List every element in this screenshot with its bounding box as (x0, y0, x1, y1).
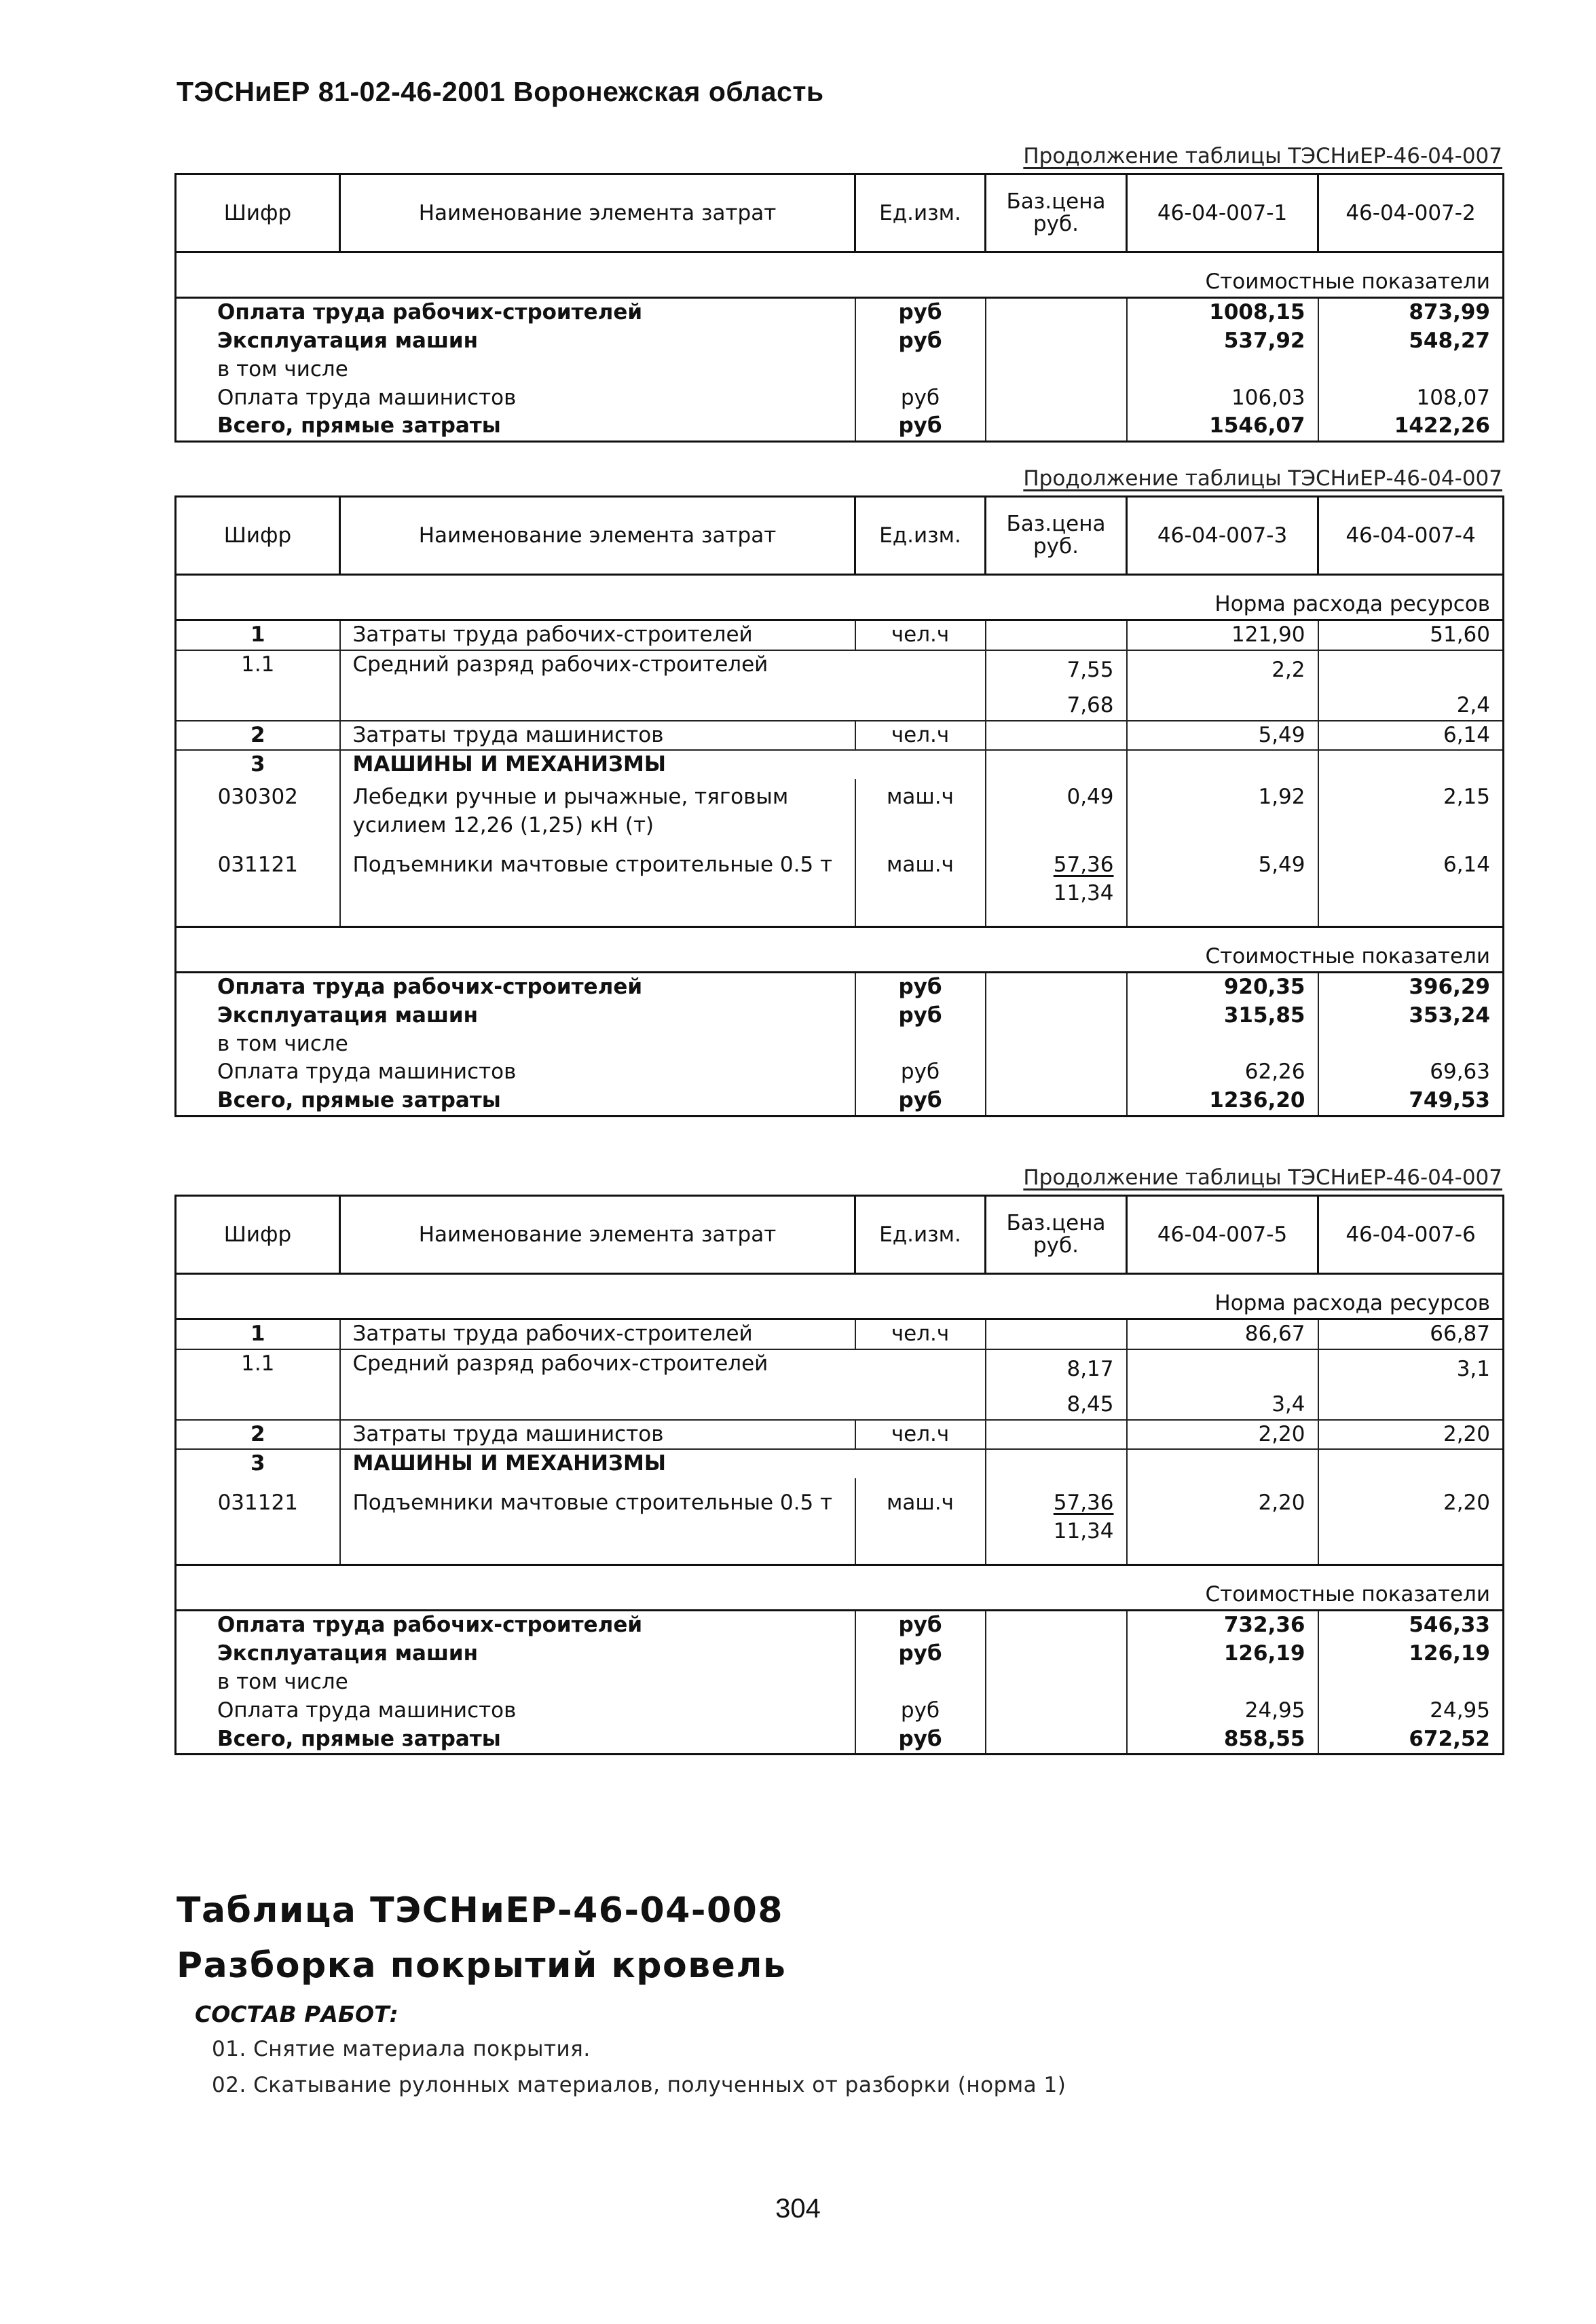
col-price-header: Баз.цена руб. (986, 497, 1127, 575)
value-b: 108,07 (1318, 384, 1504, 413)
value-b: 672,52 (1318, 1725, 1504, 1755)
works-heading: СОСТАВ РАБОТ: (195, 2001, 398, 2027)
row-label: Всего, прямые затраты (176, 412, 855, 441)
value-a: 126,19 (1127, 1640, 1318, 1668)
cost-table-3 (174, 1195, 1504, 1755)
row-code: 030302 (176, 779, 340, 840)
value-b: 2,20 (1318, 1478, 1504, 1565)
row-label: МАШИНЫ И МЕХАНИЗМЫ (340, 1449, 855, 1478)
value-a: 537,92 (1127, 327, 1318, 356)
table-row (176, 1420, 1504, 1450)
col-name-header: Наименование элемента затрат (340, 497, 855, 575)
col-code-header: Шифр (176, 497, 340, 575)
value-b: 3,1 (1318, 1349, 1504, 1420)
row-label: в том числе (176, 1668, 855, 1697)
col-b-header: 46-04-007-6 (1318, 1196, 1504, 1274)
base-price: 8,17 (1066, 1356, 1114, 1381)
table-row (176, 1640, 1504, 1668)
value-b: 66,87 (1318, 1319, 1504, 1349)
value-b: 2,20 (1318, 1420, 1504, 1450)
table-row (176, 620, 1504, 650)
value-a: 1008,15 (1127, 298, 1318, 327)
col-name-header: Наименование элемента затрат (340, 174, 855, 252)
row-code: 1.1 (176, 650, 340, 721)
row-label: Оплата труда рабочих-строителей (176, 972, 855, 1001)
col-unit-header: Ед.изм. (855, 1196, 986, 1274)
cost-table-2 (174, 495, 1504, 1117)
value-a: 732,36 (1127, 1611, 1318, 1640)
value-a: 2,20 (1127, 1420, 1318, 1450)
row-label: Эксплуатация машин (176, 1640, 855, 1668)
row-code: 2 (176, 721, 340, 751)
table-row (176, 412, 1504, 441)
running-title: ТЭСНиЕР 81-02-46-2001 Воронежская область (177, 76, 824, 107)
row-code: 031121 (176, 1478, 340, 1565)
row-label: Затраты труда рабочих-строителей (340, 620, 855, 650)
value-a: 315,85 (1127, 1002, 1318, 1030)
value-b: 51,60 (1318, 620, 1504, 650)
row-unit: руб (855, 1087, 986, 1116)
value-a: 920,35 (1127, 972, 1318, 1001)
row-unit: руб (855, 1002, 986, 1030)
row-unit: чел.ч (855, 1319, 986, 1349)
col-b-header: 46-04-007-2 (1318, 174, 1504, 252)
table-row (176, 650, 1504, 721)
row-label: Всего, прямые затраты (176, 1725, 855, 1755)
base-price: 8,45 (1066, 1391, 1114, 1417)
table-header (176, 497, 1504, 575)
row-label: Всего, прямые затраты (176, 1087, 855, 1116)
row-unit: руб (855, 412, 986, 441)
table-row (176, 1319, 1504, 1349)
row-label: в том числе (176, 356, 855, 384)
col-code-header: Шифр (176, 1196, 340, 1274)
row-unit: руб (855, 1058, 986, 1087)
table-row (176, 1697, 1504, 1725)
section-cost: Стоимостные показатели (176, 1565, 1504, 1611)
table-row (176, 1725, 1504, 1755)
value-b: 2,15 (1318, 779, 1504, 840)
row-label: Затраты труда рабочих-строителей (340, 1319, 855, 1349)
row-code: 1 (176, 620, 340, 650)
value-a: 3,4 (1127, 1349, 1318, 1420)
table-row (176, 1058, 1504, 1087)
continuation-note-3: Продолжение таблицы ТЭСНиЕР-46-04-007 (1023, 1165, 1502, 1190)
row-label: Подъемники мачтовые строительные 0.5 т (340, 840, 855, 927)
row-label: в том числе (176, 1030, 855, 1059)
value-b: 548,27 (1318, 327, 1504, 356)
base-price: 57,36 (1053, 852, 1114, 877)
continuation-note-2: Продолжение таблицы ТЭСНиЕР-46-04-007 (1023, 466, 1502, 491)
continuation-note-1: Продолжение таблицы ТЭСНиЕР-46-04-007 (1023, 144, 1502, 168)
value-b: 6,14 (1318, 721, 1504, 751)
row-label: усилием 12,26 (1,25) кН (т) (352, 813, 654, 838)
row-label: Оплата труда машинистов (176, 1697, 855, 1725)
work-item: 02. Скатывание рулонных материалов, полученных от разборки (норма 1) (212, 2073, 1066, 2097)
col-b-header: 46-04-007-4 (1318, 497, 1504, 575)
row-label: Эксплуатация машин (176, 327, 855, 356)
row-label: Оплата труда машинистов (176, 384, 855, 413)
base-price: 0,49 (986, 779, 1127, 840)
section-cost: Стоимостные показатели (176, 926, 1504, 972)
row-code: 3 (176, 1449, 340, 1478)
row-unit: чел.ч (855, 721, 986, 751)
value-a: 86,67 (1127, 1319, 1318, 1349)
table-row (176, 1478, 1504, 1565)
base-price: 7,68 (1066, 692, 1114, 717)
value-a: 1,92 (1127, 779, 1318, 840)
section-norm: Норма расхода ресурсов (176, 575, 1504, 620)
row-code: 2 (176, 1420, 340, 1450)
base-price: 57,36 (1053, 1491, 1114, 1516)
row-label: МАШИНЫ И МЕХАНИЗМЫ (340, 750, 855, 779)
row-unit: руб (855, 1611, 986, 1640)
section-norm: Норма расхода ресурсов (176, 1274, 1504, 1319)
row-label: Средний разряд рабочих-строителей (340, 1349, 855, 1420)
row-label: Оплата труда рабочих-строителей (176, 1611, 855, 1640)
row-unit: руб (855, 1640, 986, 1668)
value-b: 6,14 (1318, 840, 1504, 927)
row-unit: руб (855, 298, 986, 327)
section-cost: Стоимостные показатели (176, 252, 1504, 298)
row-unit: руб (855, 384, 986, 413)
row-unit: руб (855, 1697, 986, 1725)
table-row (176, 1030, 1504, 1059)
row-unit: руб (855, 327, 986, 356)
table-row (176, 356, 1504, 384)
value-a: 121,90 (1127, 620, 1318, 650)
value-a: 1236,20 (1127, 1087, 1318, 1116)
col-a-header: 46-04-007-3 (1127, 497, 1318, 575)
table-row (176, 1668, 1504, 1697)
table-row (176, 384, 1504, 413)
table-row (176, 721, 1504, 751)
row-code: 031121 (176, 840, 340, 927)
col-a-header: 46-04-007-1 (1127, 174, 1318, 252)
row-label: Подъемники мачтовые строительные 0.5 т (340, 1478, 855, 1565)
value-a: 2,20 (1127, 1478, 1318, 1565)
row-unit: маш.ч (855, 779, 986, 840)
row-label: Затраты труда машинистов (340, 1420, 855, 1450)
value-a: 24,95 (1127, 1697, 1318, 1725)
value-b: 2,4 (1318, 650, 1504, 721)
base-price: 11,34 (1053, 1519, 1114, 1544)
value-b: 69,63 (1318, 1058, 1504, 1087)
row-unit: маш.ч (855, 840, 986, 927)
table-title: Таблица ТЭСНиЕР-46-04-008 (177, 1890, 784, 1931)
row-unit: руб (855, 972, 986, 1001)
value-b: 24,95 (1318, 1697, 1504, 1725)
base-price: 7,55 (1066, 657, 1114, 682)
table-row (176, 1449, 1504, 1478)
table-row (176, 327, 1504, 356)
row-label: Затраты труда машинистов (340, 721, 855, 751)
table-row (176, 972, 1504, 1001)
value-a: 2,2 (1127, 650, 1318, 721)
value-a: 106,03 (1127, 384, 1318, 413)
value-b: 1422,26 (1318, 412, 1504, 441)
row-unit: руб (855, 1725, 986, 1755)
value-a: 858,55 (1127, 1725, 1318, 1755)
page-number: 304 (775, 2194, 821, 2224)
value-a: 5,49 (1127, 721, 1318, 751)
col-price-header: Баз.цена руб. (986, 1196, 1127, 1274)
row-label: Эксплуатация машин (176, 1002, 855, 1030)
row-code: 1.1 (176, 1349, 340, 1420)
cost-table-1 (174, 173, 1504, 443)
table-row (176, 1349, 1504, 1420)
table-row (176, 779, 1504, 840)
table-row (176, 750, 1504, 779)
col-price-header: Баз.цена руб. (986, 174, 1127, 252)
row-label: Средний разряд рабочих-строителей (340, 650, 855, 721)
row-label: Лебедки ручные и рычажные, тяговым (352, 785, 789, 810)
row-code: 3 (176, 750, 340, 779)
value-a: 62,26 (1127, 1058, 1318, 1087)
col-a-header: 46-04-007-5 (1127, 1196, 1318, 1274)
value-b: 873,99 (1318, 298, 1504, 327)
row-label: Оплата труда машинистов (176, 1058, 855, 1087)
base-price: 11,34 (1053, 880, 1114, 905)
value-a: 1546,07 (1127, 412, 1318, 441)
value-b: 749,53 (1318, 1087, 1504, 1116)
work-item: 01. Снятие материала покрытия. (212, 2037, 591, 2061)
table-row (176, 1611, 1504, 1640)
table-row (176, 298, 1504, 327)
value-a: 5,49 (1127, 840, 1318, 927)
table-subtitle: Разборка покрытий кровель (177, 1945, 787, 1986)
row-unit: чел.ч (855, 620, 986, 650)
value-b: 546,33 (1318, 1611, 1504, 1640)
row-code: 1 (176, 1319, 340, 1349)
table-header (176, 1196, 1504, 1274)
col-name-header: Наименование элемента затрат (340, 1196, 855, 1274)
col-unit-header: Ед.изм. (855, 497, 986, 575)
value-b: 126,19 (1318, 1640, 1504, 1668)
value-b: 396,29 (1318, 972, 1504, 1001)
row-unit: чел.ч (855, 1420, 986, 1450)
row-unit: маш.ч (855, 1478, 986, 1565)
table-row (176, 1002, 1504, 1030)
table-row (176, 840, 1504, 927)
col-code-header: Шифр (176, 174, 340, 252)
row-label: Оплата труда рабочих-строителей (176, 298, 855, 327)
table-row (176, 1087, 1504, 1116)
col-unit-header: Ед.изм. (855, 174, 986, 252)
value-b: 353,24 (1318, 1002, 1504, 1030)
table-header (176, 174, 1504, 252)
